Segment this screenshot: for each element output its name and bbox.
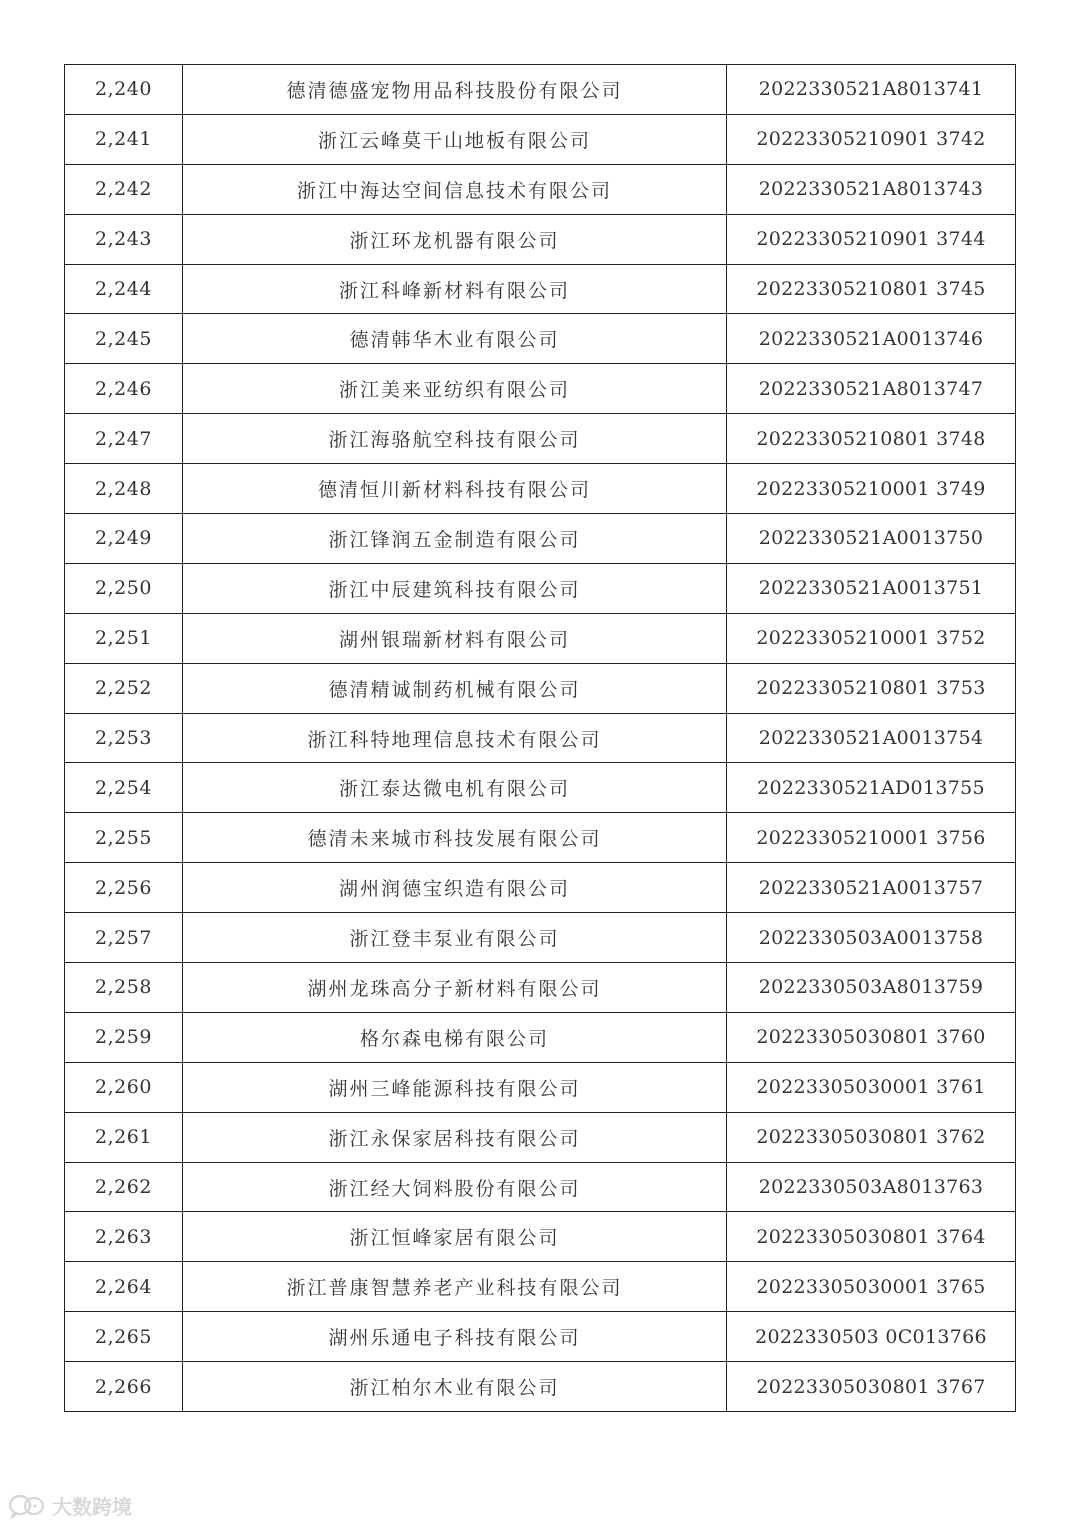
row-seq-number: 2,255: [65, 813, 183, 863]
row-seq-number: 2,265: [65, 1312, 183, 1362]
row-company-name: 浙江海骆航空科技有限公司: [183, 414, 727, 464]
row-company-name: 德清韩华木业有限公司: [183, 314, 727, 364]
enterprise-list-table: [64, 64, 1016, 1412]
table-row: [65, 1362, 1016, 1412]
row-seq-number: 2,245: [65, 314, 183, 364]
row-company-name: 浙江普康智慧养老产业科技有限公司: [183, 1262, 727, 1312]
row-company-name: 湖州乐通电子科技有限公司: [183, 1312, 727, 1362]
row-seq-number: 2,251: [65, 613, 183, 663]
table-row: [65, 663, 1016, 713]
row-seq-number: 2,246: [65, 364, 183, 414]
row-registration-code: 20223305030801 3760: [727, 1012, 1016, 1062]
table-row: [65, 763, 1016, 813]
row-seq-number: 2,262: [65, 1162, 183, 1212]
row-company-name: 浙江永保家居科技有限公司: [183, 1112, 727, 1162]
row-seq-number: 2,244: [65, 264, 183, 314]
row-registration-code: 20223305210001 3756: [727, 813, 1016, 863]
row-seq-number: 2,240: [65, 65, 183, 115]
table-row: [65, 963, 1016, 1013]
row-registration-code: 2022330503A0013758: [727, 913, 1016, 963]
row-registration-code: 2022330521A0013751: [727, 563, 1016, 613]
row-company-name: 浙江锋润五金制造有限公司: [183, 514, 727, 564]
row-company-name: 浙江恒峰家居有限公司: [183, 1212, 727, 1262]
row-registration-code: 2022330521A0013746: [727, 314, 1016, 364]
row-seq-number: 2,258: [65, 963, 183, 1013]
table-row: [65, 1112, 1016, 1162]
row-company-name: 德清德盛宠物用品科技股份有限公司: [183, 65, 727, 115]
table-row: [65, 563, 1016, 613]
table-row: [65, 1212, 1016, 1262]
table-row: [65, 514, 1016, 564]
watermark-text: 大数跨境: [52, 1495, 132, 1519]
table-body: [65, 65, 1016, 1412]
row-registration-code: 20223305210901 3744: [727, 214, 1016, 264]
row-company-name: 浙江科特地理信息技术有限公司: [183, 713, 727, 763]
row-registration-code: 2022330521A8013743: [727, 164, 1016, 214]
row-registration-code: 2022330503A8013763: [727, 1162, 1016, 1212]
row-company-name: 浙江美来亚纺织有限公司: [183, 364, 727, 414]
row-seq-number: 2,261: [65, 1112, 183, 1162]
row-registration-code: 20223305030001 3765: [727, 1262, 1016, 1312]
row-seq-number: 2,247: [65, 414, 183, 464]
table-row: [65, 613, 1016, 663]
table-row: [65, 164, 1016, 214]
row-seq-number: 2,252: [65, 663, 183, 713]
row-company-name: 浙江中海达空间信息技术有限公司: [183, 164, 727, 214]
table-row: [65, 1262, 1016, 1312]
row-company-name: 湖州龙珠高分子新材料有限公司: [183, 963, 727, 1013]
table-row: [65, 214, 1016, 264]
table-row: [65, 65, 1016, 115]
row-registration-code: 20223305210001 3749: [727, 464, 1016, 514]
table-row: [65, 713, 1016, 763]
table-row: [65, 813, 1016, 863]
table-row: [65, 364, 1016, 414]
row-seq-number: 2,256: [65, 863, 183, 913]
row-seq-number: 2,259: [65, 1012, 183, 1062]
row-company-name: 浙江登丰泵业有限公司: [183, 913, 727, 963]
table-row: [65, 1162, 1016, 1212]
table-row: [65, 314, 1016, 364]
row-seq-number: 2,243: [65, 214, 183, 264]
row-company-name: 浙江环龙机器有限公司: [183, 214, 727, 264]
row-company-name: 浙江柏尔木业有限公司: [183, 1362, 727, 1412]
row-company-name: 浙江云峰莫干山地板有限公司: [183, 114, 727, 164]
row-registration-code: 2022330521A8013747: [727, 364, 1016, 414]
row-registration-code: 20223305210801 3745: [727, 264, 1016, 314]
table-row: [65, 1312, 1016, 1362]
row-seq-number: 2,248: [65, 464, 183, 514]
row-registration-code: 2022330503A8013759: [727, 963, 1016, 1013]
row-registration-code: 20223305210001 3752: [727, 613, 1016, 663]
table-row: [65, 863, 1016, 913]
table-row: [65, 913, 1016, 963]
row-company-name: 德清未来城市科技发展有限公司: [183, 813, 727, 863]
row-company-name: 湖州润德宝织造有限公司: [183, 863, 727, 913]
row-registration-code: 2022330521A0013754: [727, 713, 1016, 763]
row-seq-number: 2,257: [65, 913, 183, 963]
row-company-name: 格尔森电梯有限公司: [183, 1012, 727, 1062]
row-registration-code: 20223305030801 3767: [727, 1362, 1016, 1412]
row-seq-number: 2,241: [65, 114, 183, 164]
row-seq-number: 2,260: [65, 1062, 183, 1112]
table-row: [65, 1062, 1016, 1112]
watermark: [8, 1491, 132, 1520]
table-row: [65, 414, 1016, 464]
row-registration-code: 20223305030801 3764: [727, 1212, 1016, 1262]
row-seq-number: 2,254: [65, 763, 183, 813]
row-registration-code: 20223305030001 3761: [727, 1062, 1016, 1112]
table-row: [65, 464, 1016, 514]
table-row: [65, 264, 1016, 314]
row-company-name: 德清恒川新材料科技有限公司: [183, 464, 727, 514]
row-seq-number: 2,266: [65, 1362, 183, 1412]
row-company-name: 浙江中辰建筑科技有限公司: [183, 563, 727, 613]
row-company-name: 浙江经大饲料股份有限公司: [183, 1162, 727, 1212]
row-seq-number: 2,253: [65, 713, 183, 763]
row-seq-number: 2,249: [65, 514, 183, 564]
row-company-name: 湖州三峰能源科技有限公司: [183, 1062, 727, 1112]
row-company-name: 浙江泰达微电机有限公司: [183, 763, 727, 813]
table-row: [65, 1012, 1016, 1062]
row-registration-code: 20223305210901 3742: [727, 114, 1016, 164]
row-registration-code: 2022330503 0C013766: [727, 1312, 1016, 1362]
row-company-name: 德清精诚制药机械有限公司: [183, 663, 727, 713]
row-seq-number: 2,264: [65, 1262, 183, 1312]
row-seq-number: 2,242: [65, 164, 183, 214]
row-registration-code: 2022330521AD013755: [727, 763, 1016, 813]
row-company-name: 浙江科峰新材料有限公司: [183, 264, 727, 314]
row-company-name: 湖州银瑞新材料有限公司: [183, 613, 727, 663]
row-registration-code: 2022330521A0013750: [727, 514, 1016, 564]
row-seq-number: 2,263: [65, 1212, 183, 1262]
row-registration-code: 2022330521A8013741: [727, 65, 1016, 115]
table-row: [65, 114, 1016, 164]
row-seq-number: 2,250: [65, 563, 183, 613]
row-registration-code: 2022330521A0013757: [727, 863, 1016, 913]
row-registration-code: 20223305210801 3753: [727, 663, 1016, 713]
chat-bubble-logo-icon: [8, 1493, 46, 1519]
row-registration-code: 20223305210801 3748: [727, 414, 1016, 464]
row-registration-code: 20223305030801 3762: [727, 1112, 1016, 1162]
